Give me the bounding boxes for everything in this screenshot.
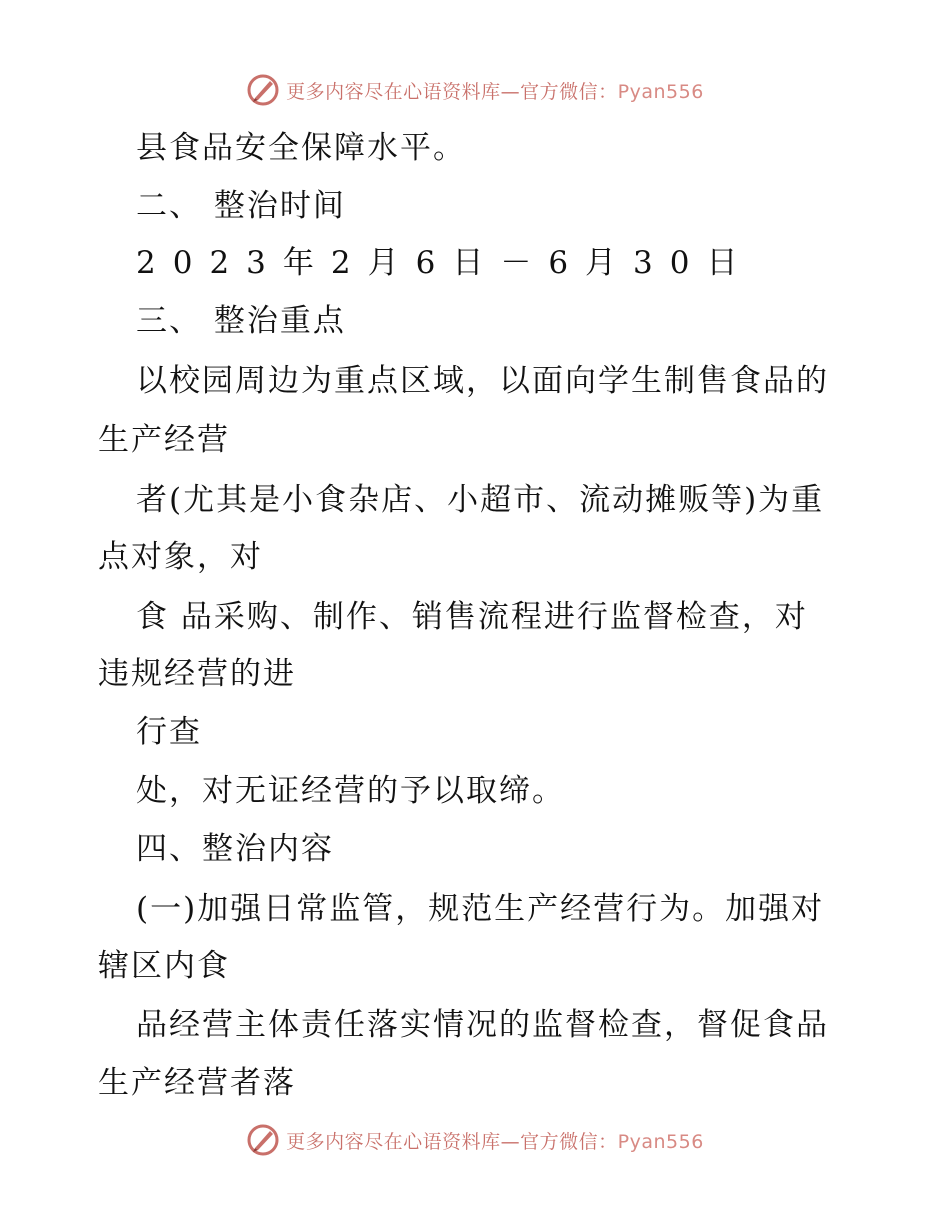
body-line-11: 行查 xyxy=(136,714,202,750)
section-heading-4: 四、整治内容 xyxy=(136,831,334,867)
body-line-12: 处，对无证经营的予以取缔。 xyxy=(136,773,565,809)
body-line-9: 食 品采购、制作、销售流程进行监督检查，对 xyxy=(136,599,808,635)
body-line-15: 辖区内食 xyxy=(98,948,230,984)
quill-pen-logo-icon xyxy=(246,1123,280,1157)
body-line-17: 生产经营者落 xyxy=(98,1065,296,1101)
section-heading-2: 二、 整治时间 xyxy=(136,188,346,224)
body-line-5: 以校园周边为重点区域，以面向学生制售食品的 xyxy=(136,363,829,399)
body-line-10: 违规经营的进 xyxy=(98,656,296,692)
body-line-8: 点对象，对 xyxy=(98,539,263,575)
section-heading-3: 三、 整治重点 xyxy=(136,303,346,339)
body-line-7: 者(尤其是小食杂店、小超市、流动摊贩等)为重 xyxy=(136,482,825,518)
body-line-16: 品经营主体责任落实情况的监督检查，督促食品 xyxy=(136,1007,829,1043)
date-range-line: 2023年2月6日－6月30日 xyxy=(136,245,755,281)
footer-watermark xyxy=(0,1120,950,1160)
watermark-text: 更多内容尽在心语资料库—官方微信：Pyan556 xyxy=(286,80,704,103)
body-line-14: (一)加强日常监管，规范生产经营行为。加强对 xyxy=(136,891,825,927)
watermark-text: 更多内容尽在心语资料库—官方微信：Pyan556 xyxy=(286,1130,704,1153)
body-line-6: 生产经营 xyxy=(98,422,230,458)
body-line-1: 县食品安全保障水平。 xyxy=(136,130,466,166)
quill-pen-logo-icon xyxy=(246,73,280,107)
header-watermark xyxy=(0,70,950,110)
